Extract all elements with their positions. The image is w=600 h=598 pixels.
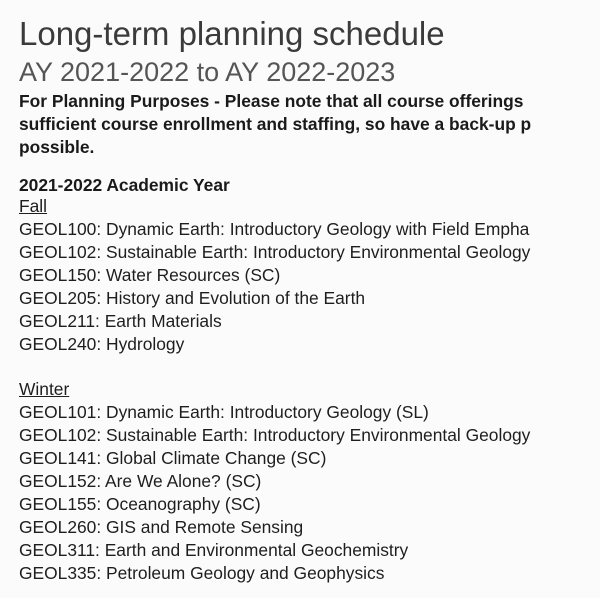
course-item: GEOL141: Global Climate Change (SC) — [19, 448, 327, 468]
course-item: GEOL102: Sustainable Earth: Introductory Environmental Geology — [19, 242, 531, 262]
planning-note-line: sufficient course enrollment and staffing, so have a back-up p — [19, 114, 532, 134]
course-item: GEOL311: Earth and Environmental Geochemistry — [19, 540, 409, 560]
course-item: GEOL101: Dynamic Earth: Introductory Geology (SL) — [19, 402, 429, 422]
course-item: GEOL102: Sustainable Earth: Introductory Environmental Geology — [19, 425, 531, 445]
page-title: Long-term planning schedule — [19, 15, 445, 52]
course-item: GEOL335: Petroleum Geology and Geophysics — [19, 563, 385, 583]
course-item: GEOL152: Are We Alone? (SC) — [19, 471, 262, 491]
course-item: GEOL100: Dynamic Earth: Introductory Geology with Field Empha — [19, 219, 530, 239]
planning-note — [19, 90, 600, 159]
term-fall — [19, 195, 530, 356]
term-label-winter: Winter — [19, 379, 70, 399]
planning-note-line: For Planning Purposes - Please note that all course offerings — [19, 91, 524, 111]
academic-year-heading: 2021-2022 Academic Year — [19, 175, 230, 195]
course-item: GEOL240: Hydrology — [19, 334, 185, 354]
term-label-fall: Fall — [19, 196, 48, 216]
page-subtitle: AY 2021-2022 to AY 2022-2023 — [19, 57, 396, 87]
planning-note-line: possible. — [19, 137, 95, 157]
course-item: GEOL155: Oceanography (SC) — [19, 494, 261, 514]
course-item: GEOL260: GIS and Remote Sensing — [19, 517, 304, 537]
course-item: GEOL211: Earth Materials — [19, 311, 222, 331]
course-item: GEOL150: Water Resources (SC) — [19, 265, 281, 285]
course-item: GEOL205: History and Evolution of the Earth — [19, 288, 366, 308]
term-winter — [19, 378, 530, 585]
